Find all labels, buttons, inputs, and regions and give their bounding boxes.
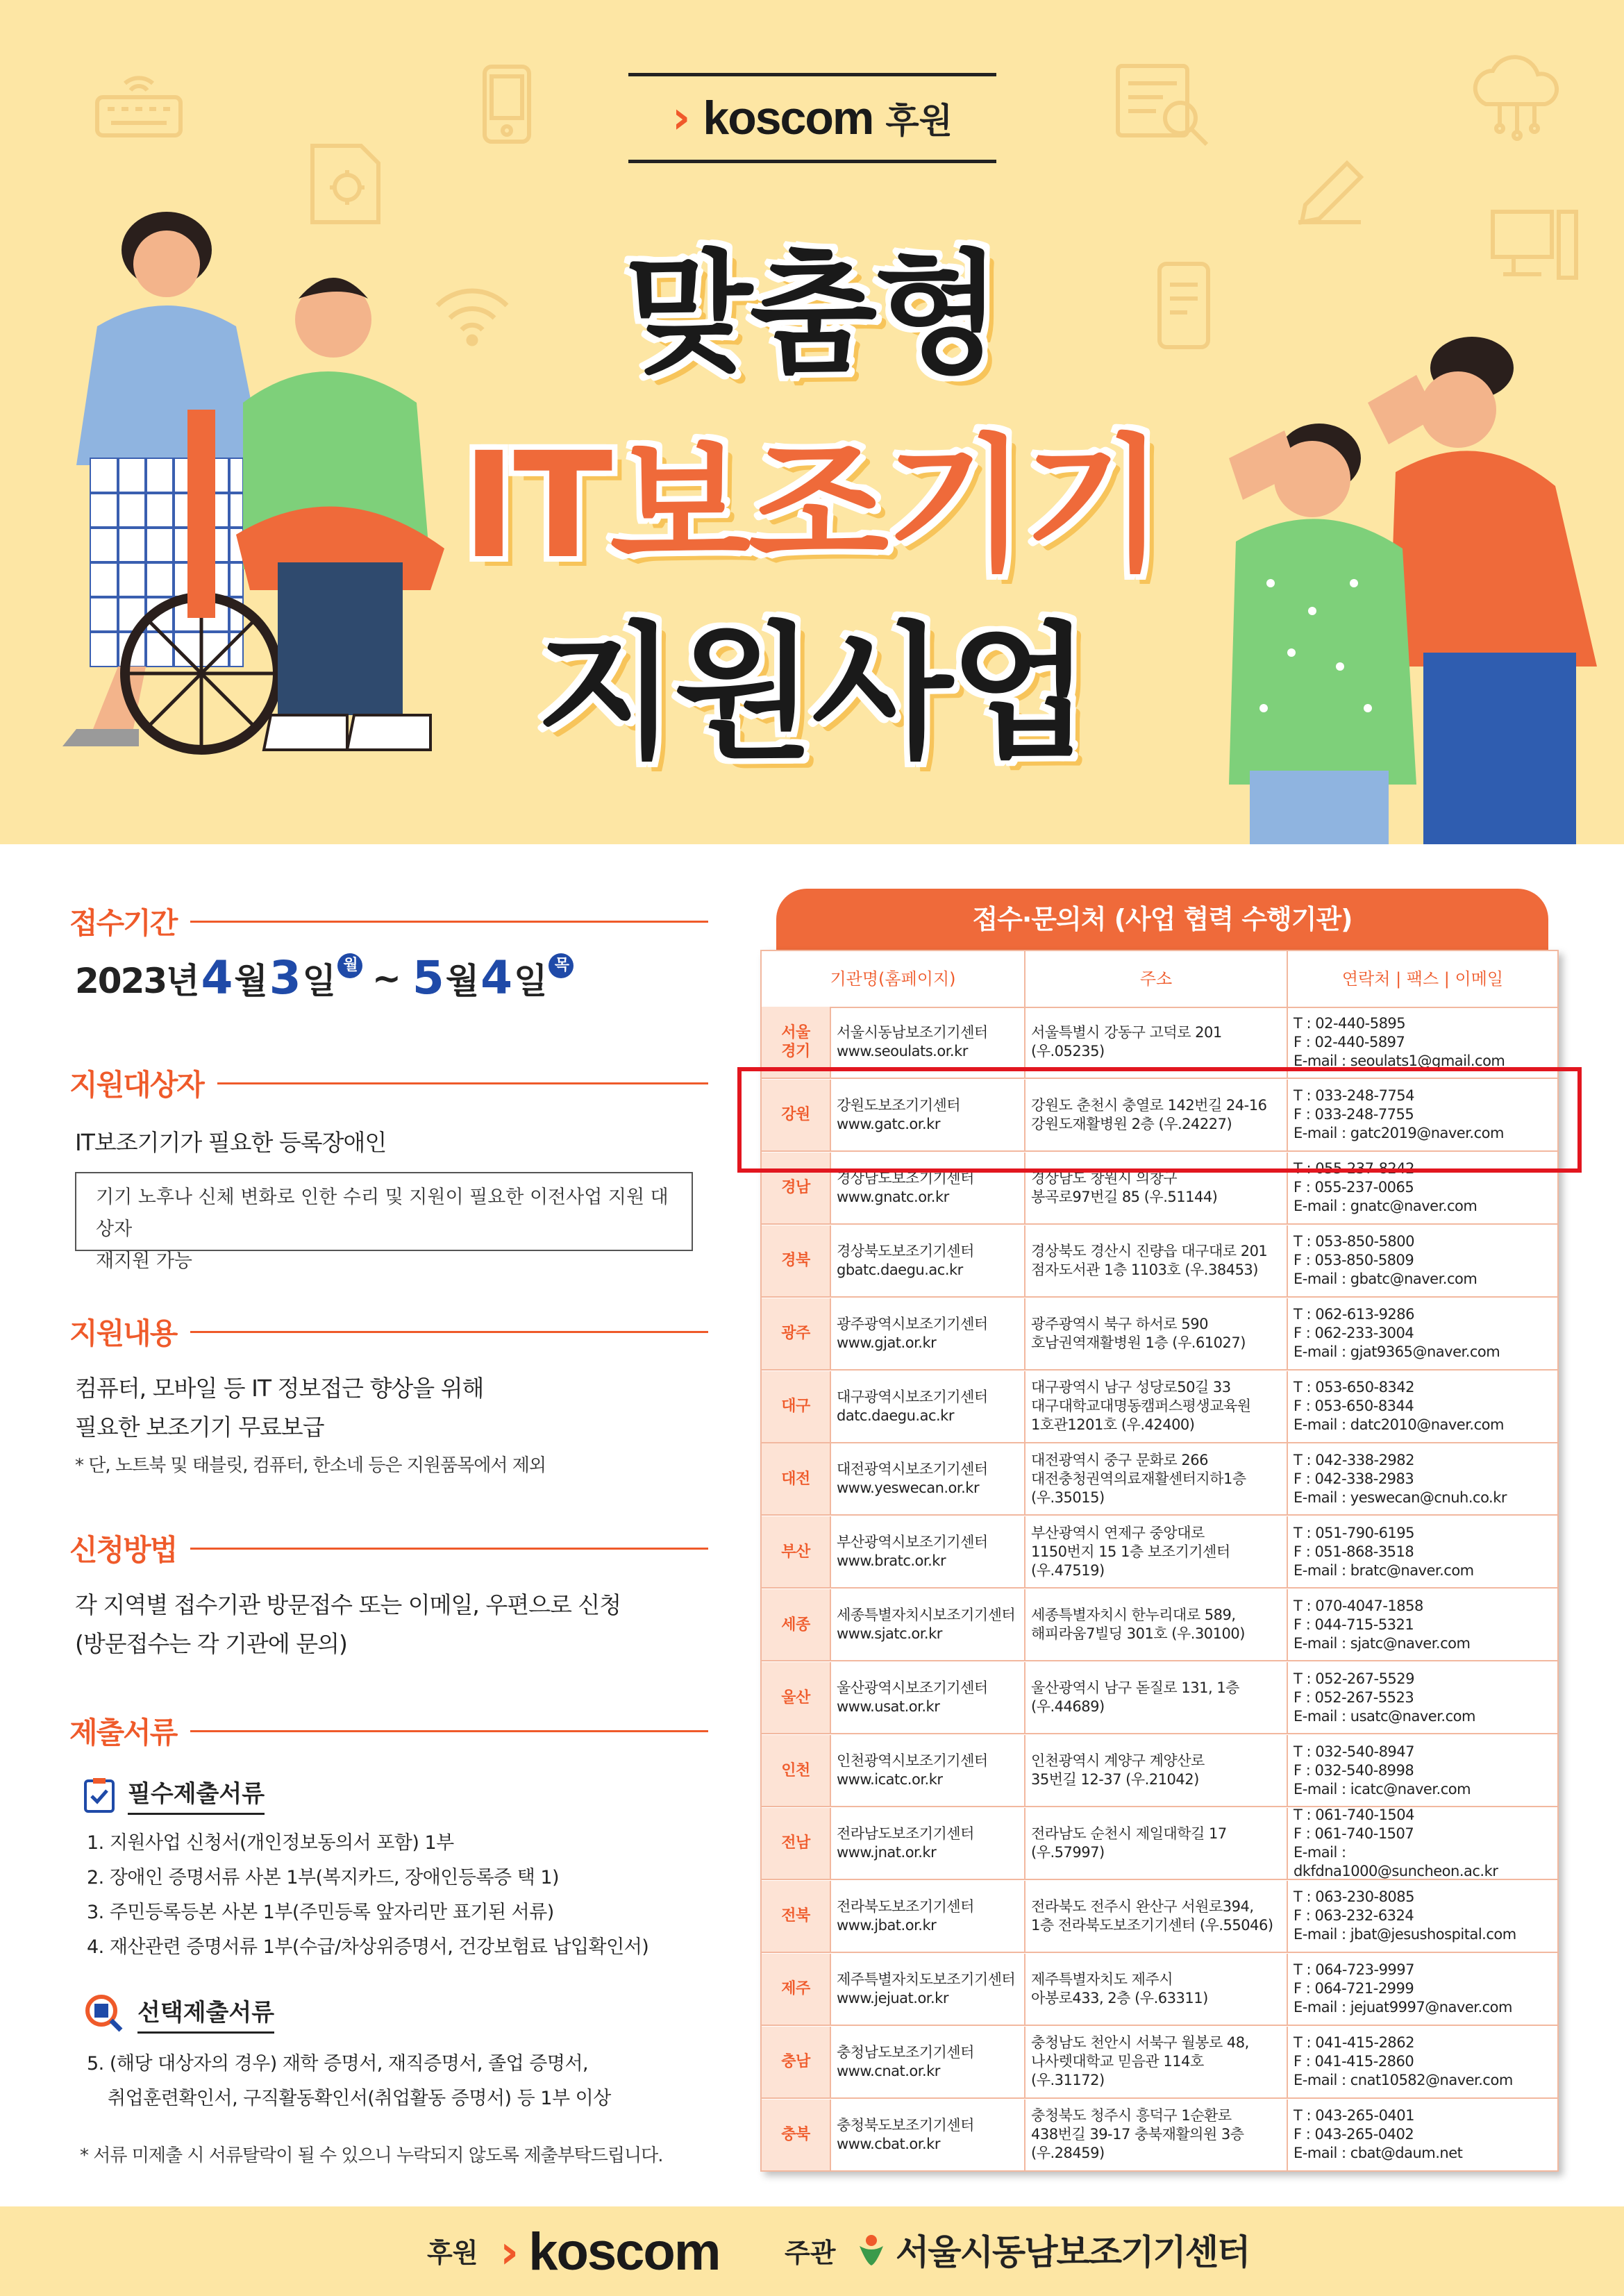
org-cell: 세종특별자치시보조기기센터 www.sjatc.or.kr: [831, 1589, 1026, 1660]
koscom-arrow-icon: ›: [500, 2225, 519, 2279]
list-item: 3. 주민등록등본 사본 1부(주민등록 앞자리만 표기된 서류): [87, 1902, 554, 1923]
region-cell: 제주: [762, 1954, 831, 2025]
contact-cell: T : 063-230-8085 F : 063-232-6324 E-mail : jbat@jesushospital.com: [1294, 1888, 1516, 1943]
region-cell: 부산: [762, 1516, 831, 1587]
list-item: 5. (해당 대상자의 경우) 재학 증명서, 재직증명서, 졸업 증명서,: [87, 2053, 589, 2075]
address-cell: 대전광역시 중구 문화로 266 대전충청권역의료재활센터지하1층 (우.35015): [1026, 1443, 1288, 1514]
org-cell: 경상북도보조기기센터 gbatc.daegu.ac.kr: [831, 1225, 1026, 1296]
period-heading: 접수기간: [69, 906, 177, 940]
address-cell: 광주광역시 북구 하서로 590 호남권역재활병원 1층 (우.61027): [1026, 1298, 1288, 1369]
org-cell: 강원도보조기기센터 www.gatc.or.kr: [831, 1080, 1026, 1150]
required-docs-list: [87, 1826, 648, 1965]
center-logo-icon: [854, 2232, 889, 2267]
title-line-2: IT보조기기: [462, 421, 1162, 591]
application-period: 2023년 4 월 3 일 월 ~ 5 월 4 일 목: [75, 951, 574, 1005]
region-cell: 강원: [762, 1080, 831, 1150]
address-cell: 충청남도 천안시 서북구 월봉로 48, 나사렛대학교 믿음관 114호 (우.31172): [1026, 2027, 1288, 2097]
content-note: * 단, 노트북 및 태블릿, 컴퓨터, 한소네 등은 지원품목에서 제외: [75, 1455, 546, 1476]
required-docs-heading: 필수제출서류: [83, 1775, 265, 1815]
contact-table-title: 접수·문의처 (사업 협력 수행기관): [776, 889, 1548, 950]
address-cell: 강원도 춘천시 충열로 142번길 24-16 강원도재활병원 2층 (우.24227): [1026, 1080, 1288, 1150]
col-header-contact: 연락처 | 팩스 | 이메일: [1341, 969, 1504, 989]
org-cell: 전라북도보조기기센터 www.jbat.or.kr: [831, 1881, 1026, 1952]
region-cell: 전북: [762, 1881, 831, 1952]
table-row: [762, 1443, 1557, 1516]
region-cell: 충남: [762, 2027, 831, 2097]
documents-footnote: * 서류 미제출 시 서류탈락이 될 수 있으니 누락되지 않도록 제출부탁드립니다.: [80, 2145, 663, 2166]
col-header-org: 기관명(홈페이지): [762, 951, 1026, 1007]
region-cell: 대구: [762, 1371, 831, 1442]
contact-cell: T : 041-415-2862 F : 041-415-2860 E-mail : cnat10582@naver.com: [1294, 2034, 1513, 2089]
col-header-address: 주소: [1026, 951, 1288, 1007]
magnifier-document-icon: [83, 1993, 125, 2034]
footer-host-label: 주관: [785, 2238, 836, 2268]
target-note-box: 기기 노후나 신체 변화로 인한 수리 및 지원이 필요한 이전사업 지원 대상자 재지원 가능: [75, 1172, 693, 1251]
org-cell: 광주광역시보조기기센터 www.gjat.or.kr: [831, 1298, 1026, 1369]
region-cell: 전남: [762, 1808, 831, 1879]
region-cell: 경남: [762, 1153, 831, 1223]
list-item: 1. 지원사업 신청서(개인정보동의서 포함) 1부: [87, 1832, 454, 1854]
optional-docs-heading: 선택제출서류: [83, 1993, 274, 2034]
table-row: [762, 2100, 1557, 2172]
section-heading-method: [69, 1527, 708, 1569]
content-line-1: 컴퓨터, 모바일 등 IT 정보접근 향상을 위해: [75, 1375, 484, 1402]
target-heading: 지원대상자: [69, 1068, 203, 1102]
target-text: IT보조기기가 필요한 등록장애인: [75, 1129, 387, 1156]
table-row: [762, 1662, 1557, 1734]
contact-cell: T : 042-338-2982 F : 042-338-2983 E-mail : yeswecan@cnuh.co.kr: [1294, 1451, 1507, 1506]
section-heading-target: [69, 1062, 708, 1104]
method-line-1: 각 지역별 접수기관 방문접수 또는 이메일, 우편으로 신청: [75, 1591, 621, 1618]
method-heading: 신청방법: [69, 1533, 177, 1567]
hero-banner: [0, 0, 1624, 844]
address-cell: 충청북도 청주시 흥덕구 1순환로 438번길 39-17 충북재활의원 3층 (우.28459): [1026, 2100, 1288, 2170]
address-cell: 경상북도 경산시 진량읍 대구대로 201 점자도서관 1층 1103호 (우.38453): [1026, 1225, 1288, 1296]
documents-heading: 제출서류: [69, 1716, 177, 1750]
shouting-women-illustration: [1160, 319, 1604, 844]
org-cell: 서울시동남보조기기센터 www.seoulats.or.kr: [831, 1007, 1026, 1078]
table-row: [762, 1371, 1557, 1443]
address-cell: 세종특별자치시 한누리대로 589, 해피라움7빌딩 301호 (우.30100): [1026, 1589, 1288, 1660]
footer-koscom-logo: › koscom: [500, 2222, 720, 2281]
method-line-2: (방문접수는 각 기관에 문의): [75, 1630, 347, 1657]
address-cell: 서울특별시 강동구 고덕로 201 (우.05235): [1026, 1007, 1288, 1078]
section-heading-documents: [69, 1710, 708, 1752]
region-cell: 충북: [762, 2100, 831, 2170]
org-cell: 부산광역시보조기기센터 www.bratc.or.kr: [831, 1516, 1026, 1587]
top-sponsor-bar: [628, 73, 996, 163]
optional-docs-list: [87, 2047, 611, 2116]
address-cell: 전라남도 순천시 제일대학길 17 (우.57997): [1026, 1808, 1288, 1879]
wheelchair-people-illustration: [28, 201, 472, 791]
region-cell: 인천: [762, 1735, 831, 1806]
region-cell: 대전: [762, 1443, 831, 1514]
phone-icon: [479, 62, 535, 146]
content-line-2: 필요한 보조기기 무료보급: [75, 1414, 324, 1441]
address-cell: 전라북도 전주시 완산구 서원로394, 1층 전라북도보조기기센터 (우.55046): [1026, 1881, 1288, 1952]
section-heading-content: [69, 1311, 708, 1352]
address-cell: 부산광역시 연제구 중앙대로 1150번지 15 1층 보조기기센터 (우.47519): [1026, 1516, 1288, 1587]
list-item: 취업훈련확인서, 구직활동확인서(취업활동 증명서) 등 1부 이상: [108, 2088, 611, 2109]
org-cell: 전라남도보조기기센터 www.jnat.or.kr: [831, 1808, 1026, 1879]
contact-cell: T : 051-790-6195 F : 051-868-3518 E-mail : bratc@naver.com: [1294, 1524, 1474, 1579]
table-row: [762, 1516, 1557, 1589]
table-row: [762, 1225, 1557, 1298]
region-cell: 서울 경기: [762, 1007, 831, 1078]
region-cell: 광주: [762, 1298, 831, 1369]
address-cell: 인천광역시 계양구 계양산로 35번길 12-37 (우.21042): [1026, 1735, 1288, 1806]
address-cell: 대구광역시 남구 성당로50길 33 대구대학교대명동캠퍼스평생교육원 1호관1201호 (우.42400): [1026, 1371, 1288, 1442]
org-cell: 대구광역시보조기기센터 datc.daegu.ac.kr: [831, 1371, 1026, 1442]
address-cell: 경상남도 창원시 의창구 봉곡로97번길 85 (우.51144): [1026, 1153, 1288, 1223]
table-row: [762, 1808, 1557, 1880]
weekday-badge-end: 목: [549, 953, 574, 978]
org-cell: 제주특별자치도보조기기센터 www.jejuat.or.kr: [831, 1954, 1026, 2025]
table-header-row: [762, 951, 1557, 1008]
org-cell: 대전광역시보조기기센터 www.yeswecan.or.kr: [831, 1443, 1026, 1514]
contact-cell: T : 053-650-8342 F : 053-650-8344 E-mail : datc2010@naver.com: [1294, 1379, 1504, 1433]
koscom-arrow-icon: ›: [672, 92, 691, 144]
title-line-3: 지원사업: [535, 608, 1089, 778]
org-cell: 충청북도보조기기센터 www.cbat.or.kr: [831, 2100, 1026, 2170]
org-cell: 인천광역시보조기기센터 www.icatc.or.kr: [831, 1735, 1026, 1806]
table-row: [762, 1954, 1557, 2026]
region-cell: 울산: [762, 1662, 831, 1733]
footer-sponsor-label: 후원: [427, 2238, 478, 2268]
contact-cell: T : 061-740-1504 F : 061-740-1507 E-mail : dkfdna1000@suncheon.ac.kr: [1294, 1807, 1498, 1879]
table-row: [762, 1881, 1557, 1953]
keyboard-icon: [90, 66, 187, 142]
koscom-logo: koscom: [703, 92, 873, 144]
table-row: [762, 1589, 1557, 1661]
table-row: [762, 1735, 1557, 1807]
address-cell: 제주특별자치도 제주시 아봉로433, 2층 (우.63311): [1026, 1954, 1288, 2025]
highlight-box-gangwon: [737, 1067, 1582, 1173]
table-row: [762, 2027, 1557, 2099]
contact-cell: T : 032-540-8947 F : 032-540-8998 E-mail : icatc@naver.com: [1294, 1743, 1471, 1798]
contact-cell: T : 053-850-5800 F : 053-850-5809 E-mail : gbatc@naver.com: [1294, 1233, 1477, 1288]
contact-cell: T : 033-248-7754 F : 033-248-7755 E-mail : gatc2019@naver.com: [1294, 1087, 1504, 1142]
contact-cell: T : 02-440-5895 F : 02-440-5897 E-mail : seoulats1@gmail.com: [1294, 1014, 1505, 1069]
contact-cell: T : 062-613-9286 F : 062-233-3004 E-mail : gjat9365@naver.com: [1294, 1306, 1500, 1361]
region-cell: 경북: [762, 1225, 831, 1296]
org-cell: 충청남도보조기기센터 www.cnat.or.kr: [831, 2027, 1026, 2097]
cloud-icon: [1465, 49, 1569, 146]
org-cell: 울산광역시보조기기센터 www.usat.or.kr: [831, 1662, 1026, 1733]
contact-cell: T : 064-723-9997 F : 064-721-2999 E-mail : jejuat9997@naver.com: [1294, 1961, 1512, 2016]
footer-bar: [0, 2206, 1624, 2296]
list-item: 2. 장애인 증명서류 사본 1부(복지카드, 장애인등록증 택 1): [87, 1867, 560, 1888]
content-heading: 지원내용: [69, 1316, 177, 1350]
org-cell: 경상남도보조기기센터 www.gnatc.or.kr: [831, 1153, 1026, 1223]
table-row: [762, 1298, 1557, 1371]
list-item: 4. 재산관련 증명서류 1부(수급/차상위증명서, 건강보험료 납입확인서): [87, 1936, 649, 1958]
contact-cell: T : 055-237-8242 F : 055-237-0065 E-mail : gnatc@naver.com: [1294, 1160, 1477, 1215]
contact-cell: T : 043-265-0401 F : 043-265-0402 E-mail : cbat@daum.net: [1294, 2107, 1463, 2161]
contact-cell: T : 052-267-5529 F : 052-267-5523 E-mail : usatc@naver.com: [1294, 1670, 1475, 1725]
footer-host: 서울시동남보조기기센터: [854, 2224, 1249, 2274]
region-cell: 세종: [762, 1589, 831, 1660]
weekday-badge-start: 월: [337, 953, 362, 978]
address-cell: 울산광역시 남구 돋질로 131, 1층 (우.44689): [1026, 1662, 1288, 1733]
search-document-icon: [1111, 59, 1215, 149]
section-heading-period: [69, 900, 708, 942]
contact-cell: T : 070-4047-1858 F : 044-715-5321 E-mail : sjatc@naver.com: [1294, 1597, 1471, 1652]
sponsor-label: 후원: [885, 101, 953, 141]
title-line-1: 맞춤형: [625, 237, 999, 391]
checklist-icon: [83, 1777, 115, 1813]
